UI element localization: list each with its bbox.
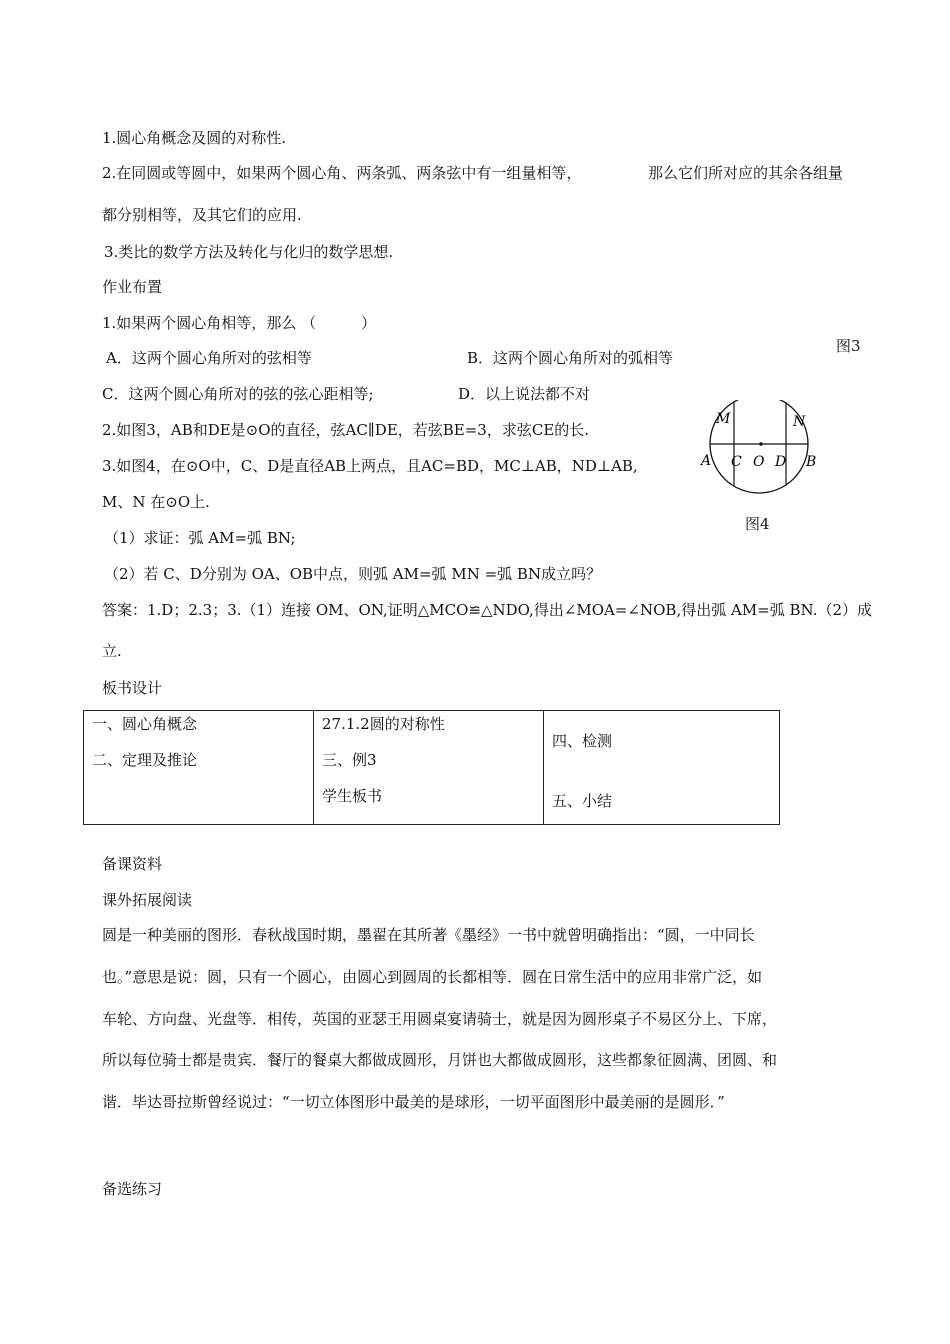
- reading-line-3: 车轮、方向盘、光盘等．相传，英国的亚瑟王用圆桌宴请骑士，就是因为圆形桌子不易区分上、下席，: [102, 1010, 778, 1028]
- board-table: [83, 710, 780, 825]
- label-c: C: [731, 454, 742, 470]
- figure-3-caption: 图3: [836, 337, 861, 355]
- question-1-option-a: A．这两个圆心角所对的弦相等: [106, 349, 312, 367]
- question-3-cont: M、N 在⊙O上.: [102, 493, 210, 511]
- figure-4-diagram: [696, 400, 826, 500]
- label-n: N: [793, 414, 806, 430]
- figure-4-caption: 图4: [745, 515, 770, 533]
- board-item-example: 三、例3: [322, 751, 377, 769]
- board-item-concept: 一、圆心角概念: [92, 715, 198, 733]
- center-point: [759, 442, 763, 446]
- label-m: M: [716, 411, 731, 427]
- summary-item-1: 1.圆心角概念及圆的对称性.: [102, 129, 287, 147]
- board-column-3: [543, 711, 779, 824]
- reading-line-1: 圆是一种美丽的图形．春秋战国时期，墨翟在其所著《墨经》一书中就曾明确指出：“圆，一中同长: [102, 926, 755, 944]
- label-a: A: [701, 453, 712, 469]
- board-column-1: [84, 711, 313, 824]
- summary-item-2: 2.在同圆或等圆中，如果两个圆心角、两条弧、两条弦中有一组量相等，: [102, 164, 582, 182]
- board-item-test: 四、检测: [552, 732, 613, 750]
- board-heading: 板书设计: [102, 679, 163, 697]
- label-b: B: [806, 454, 817, 470]
- reading-heading: 课外拓展阅读: [102, 891, 193, 909]
- reading-line-5: 谐．毕达哥拉斯曾经说过：“一切立体图形中最美的是球形，一切平面图形中最美丽的是圆形．”: [102, 1093, 725, 1111]
- question-3: 3.如图4，在⊙O中，C、D是直径AB上两点，且AC=BD，MC⊥AB，ND⊥AB,: [102, 457, 638, 475]
- answer-line-end: 立.: [102, 642, 122, 660]
- summary-item-3: 3.类比的数学方法及转化与化归的数学思想.: [104, 243, 394, 261]
- reading-line-4: 所以每位骑士都是贵宾．餐厅的餐桌大都做成圆形，月饼也大都做成圆形，这些都象征圆满、团圆、和: [102, 1051, 778, 1069]
- summary-item-2-end: 都分别相等，及其它们的应用.: [102, 206, 302, 224]
- board-item-topic: 27.1.2圆的对称性: [322, 715, 445, 733]
- board-item-summary: 五、小结: [552, 792, 613, 810]
- board-item-theorem: 二、定理及推论: [92, 751, 198, 769]
- question-3-part-2: （2）若 C、D分别为 OA、OB中点，则弧 AM=弧 MN =弧 BN成立吗？: [104, 565, 602, 583]
- label-d: D: [775, 454, 787, 470]
- prep-heading: 备课资料: [102, 855, 163, 873]
- question-1: 1.如果两个圆心角相等，那么 （ ）: [102, 314, 377, 332]
- question-3-part-1: （1）求证：弧 AM=弧 BN;: [104, 529, 296, 547]
- summary-item-2-cont: 那么它们所对应的其余各组量: [648, 164, 844, 182]
- board-item-student: 学生板书: [322, 787, 383, 805]
- question-1-option-d: D．以上说法都不对: [458, 385, 591, 403]
- practice-heading: 备选练习: [102, 1180, 163, 1198]
- question-1-option-c: C．这两个圆心角所对的弦的弦心距相等;: [102, 385, 374, 403]
- question-2: 2.如图3，AB和DE是⊙O的直径，弦AC∥DE，若弦BE=3，求弦CE的长.: [102, 421, 590, 439]
- answer-line: 答案：1.D；2.3；3.（1）连接 OM、ON,证明△MCO≌△NDO,得出∠MOA=∠NOB,得出弧 AM=弧 BN.（2）成: [102, 601, 873, 619]
- reading-line-2: 也。”意思是说：圆，只有一个圆心，由圆心到圆周的长都相等．圆在日常生活中的应用非常广泛，如: [102, 968, 763, 986]
- question-1-option-b: B．这两个圆心角所对的弧相等: [467, 349, 674, 367]
- homework-heading: 作业布置: [102, 278, 163, 296]
- board-column-2: [313, 711, 544, 824]
- label-o: O: [753, 454, 765, 470]
